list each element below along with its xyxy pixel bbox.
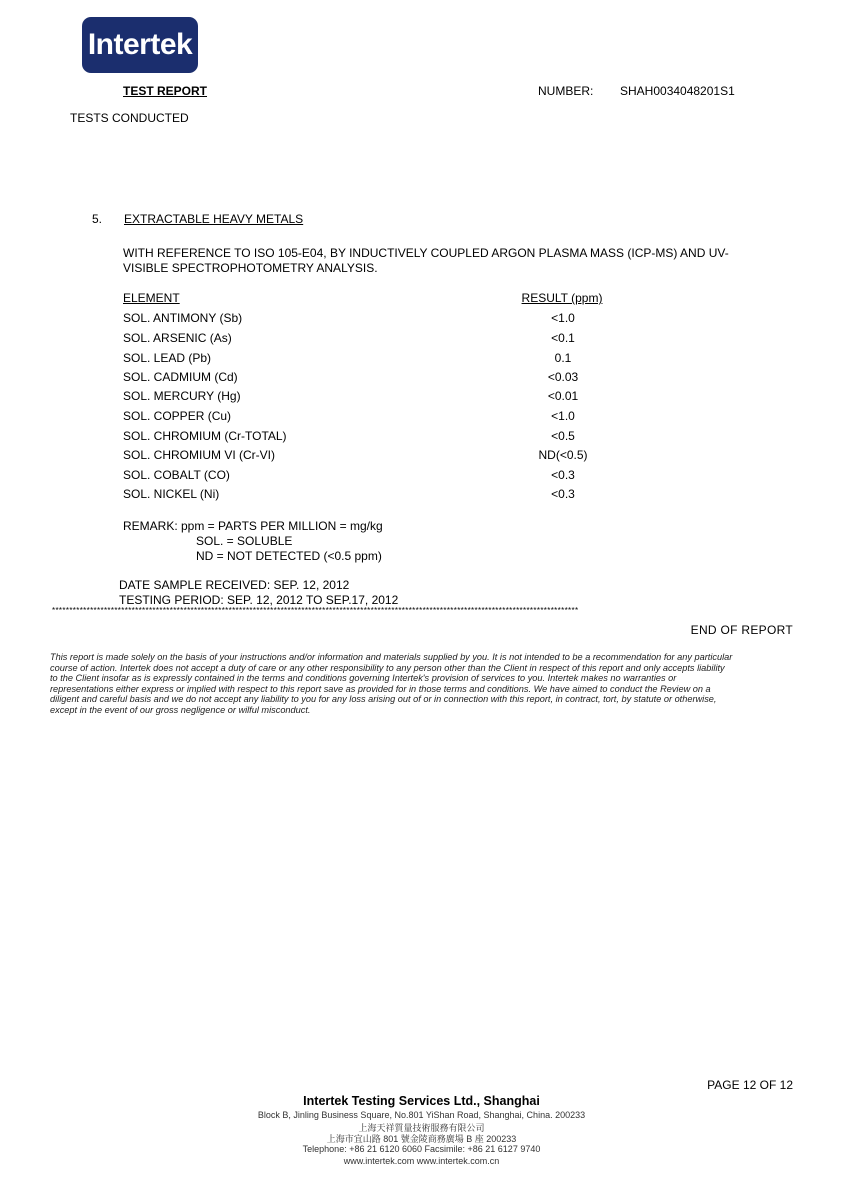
reference-line-1: WITH REFERENCE TO ISO 105-E04, BY INDUCTIVELY COUPLED ARGON PLASMA MASS (ICP-MS) AND UV- — [123, 246, 729, 260]
disclaimer-line: This report is made solely on the basis of your instructions and/or information and materials supplied by you. It is not intended to be a recommendation for any particular — [50, 652, 733, 662]
number-label: NUMBER: — [538, 84, 594, 98]
footer-cn-address: 上海市宜山路 801 號金陵商務廣場 B 座 200233 — [326, 1134, 517, 1144]
element-name: SOL. COBALT (CO) — [123, 468, 230, 482]
section-label: TESTS CONDUCTED — [70, 111, 189, 125]
element-name: SOL. CHROMIUM VI (Cr-VI) — [123, 448, 275, 462]
table-row — [123, 468, 623, 484]
column-element: ELEMENT — [123, 291, 180, 305]
disclaimer — [50, 652, 795, 716]
table-row — [123, 448, 623, 464]
element-name: SOL. CHROMIUM (Cr-TOTAL) — [123, 429, 287, 443]
table-row — [123, 429, 623, 445]
footer-address: Block B, Jinling Business Square, No.801 YiShan Road, Shanghai, China. 200233 — [257, 1110, 586, 1120]
element-name: SOL. LEAD (Pb) — [123, 351, 212, 365]
footer-phone: Telephone: +86 21 6120 6060 Facsimile: +86 21 6127 9740 — [302, 1144, 541, 1154]
disclaimer-line: except in the event of our gross negligence or wilful misconduct. — [50, 704, 311, 715]
column-result: RESULT (ppm) — [521, 291, 603, 305]
element-name: SOL. MERCURY (Hg) — [123, 389, 241, 403]
end-of-report: END OF REPORT — [690, 623, 793, 637]
element-result: 0.1 — [554, 351, 572, 365]
table-header — [123, 291, 623, 307]
disclaimer-line: course of action. Intertek does not accept a duty of care or any other responsibility to any person other than the Client in respect of this report and only accepts liability — [50, 662, 725, 673]
remark-line-2: SOL. = SOLUBLE — [196, 534, 293, 548]
element-result: <0.5 — [551, 429, 575, 443]
element-result: <0.3 — [551, 468, 575, 482]
disclaimer-line: representations either express or implied with respect to this report save as provided for in those terms and conditions. We have aimed to conduct the Review on a — [50, 683, 711, 694]
section-number: 5. — [92, 212, 103, 226]
report-number: SHAH0034048201S1 — [620, 84, 735, 98]
element-result: <1.0 — [551, 311, 575, 325]
date-received: DATE SAMPLE RECEIVED: SEP. 12, 2012 — [119, 578, 350, 592]
table-row — [123, 331, 623, 347]
remark-line-3: ND = NOT DETECTED (<0.5 ppm) — [196, 549, 382, 563]
table-row — [123, 409, 623, 425]
testing-period: TESTING PERIOD: SEP. 12, 2012 TO SEP.17, 2012 — [119, 593, 399, 607]
table-row — [123, 487, 623, 503]
element-result: <0.3 — [551, 487, 575, 501]
page-number: PAGE 12 OF 12 — [707, 1078, 793, 1092]
element-result: ND(<0.5) — [538, 448, 588, 462]
element-name: SOL. COPPER (Cu) — [123, 409, 232, 423]
disclaimer-line: to the Client insofar as is expressly contained in the terms and conditions governing Intertek's provision of services to you. Intertek makes no warranties or — [50, 673, 677, 684]
disclaimer-line: diligent and careful basis and we do not accept any liability to you for any loss arising out of or in connection with this report, in contract, tort, by statute or otherwise, — [50, 694, 717, 705]
element-name: SOL. NICKEL (Ni) — [123, 487, 220, 501]
element-name: SOL. ARSENIC (As) — [123, 331, 232, 345]
separator-line: ******************************************************************************************************************************************************** — [52, 607, 579, 615]
table-row — [123, 370, 623, 386]
element-result: <0.01 — [547, 389, 579, 403]
element-name: SOL. CADMIUM (Cd) — [123, 370, 238, 384]
reference-line-2: VISIBLE SPECTROPHOTOMETRY ANALYSIS. — [123, 261, 378, 275]
table-row — [123, 389, 623, 405]
footer-company: Intertek Testing Services Ltd., Shanghai — [303, 1094, 540, 1108]
section-title: EXTRACTABLE HEAVY METALS — [124, 212, 304, 226]
table-row — [123, 351, 623, 367]
remark-line-1: REMARK: ppm = PARTS PER MILLION = mg/kg — [123, 519, 383, 533]
intertek-logo: Intertek — [82, 17, 198, 73]
table-row — [123, 311, 623, 327]
element-result: <0.1 — [551, 331, 575, 345]
report-label: TEST REPORT — [123, 84, 208, 98]
footer-web: www.intertek.com www.intertek.com.cn — [343, 1156, 500, 1166]
footer-cn-name: 上海天祥質量技術服務有限公司 — [358, 1123, 485, 1133]
element-result: <0.03 — [547, 370, 579, 384]
element-result: <1.0 — [551, 409, 575, 423]
element-name: SOL. ANTIMONY (Sb) — [123, 311, 243, 325]
